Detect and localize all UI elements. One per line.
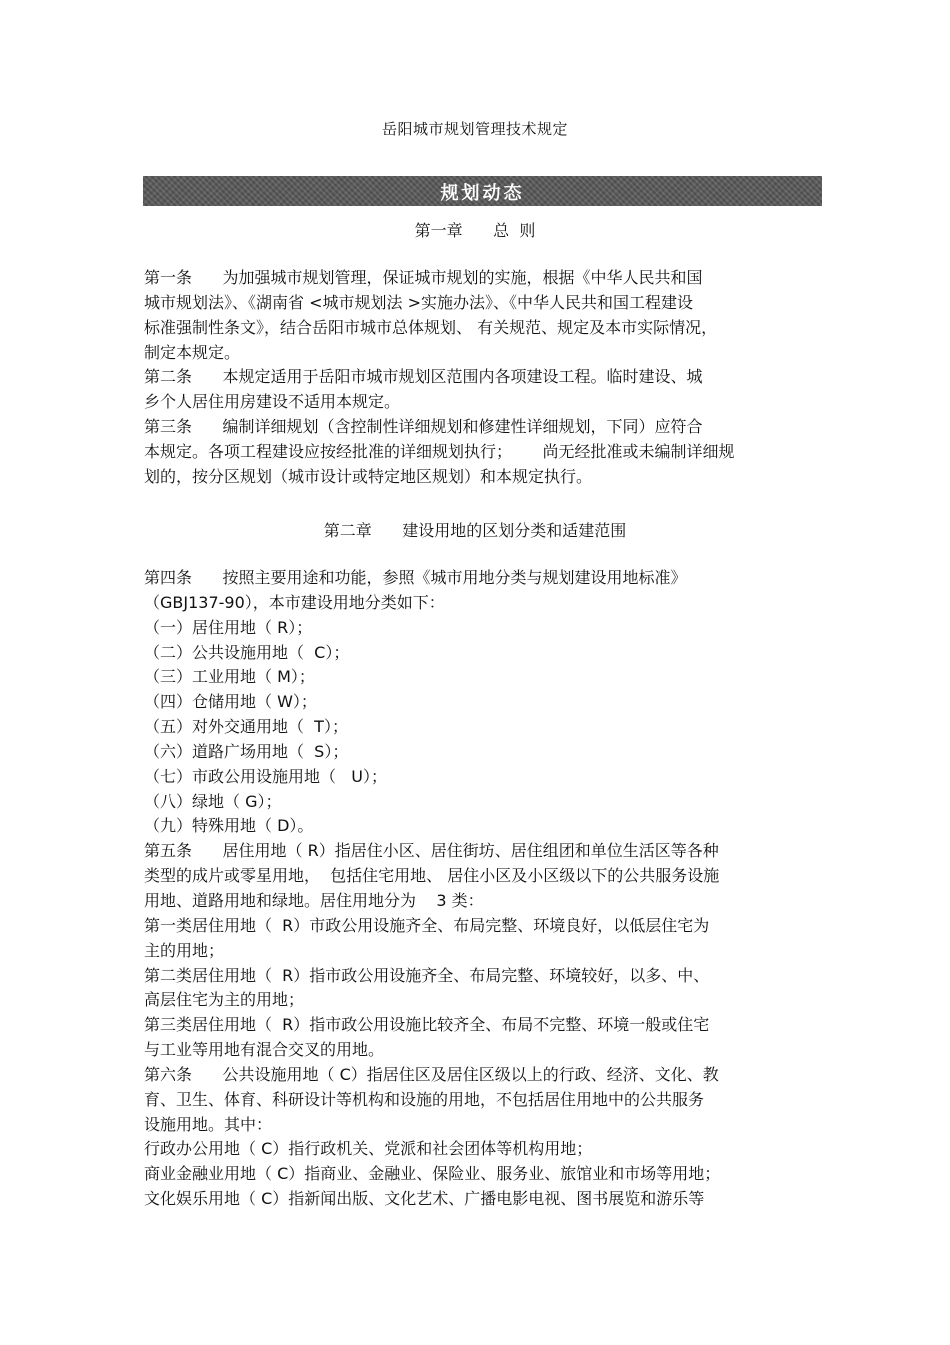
chapter-heading-2: 第二章 建设用地的区划分类和适建范围 — [323, 521, 627, 540]
text-line: （五）对外交通用地（ T）； — [144, 717, 348, 737]
text-line: （九）特殊用地（ D）。 — [144, 816, 314, 836]
text-line: 第二类居住用地（ R）指市政公用设施齐全、布局完整、环境较好，以多、中、 — [144, 965, 710, 985]
text-line: （一）居住用地（ R）； — [144, 617, 313, 637]
text-line: （GBJ137-90），本市建设用地分类如下： — [144, 592, 445, 612]
text-line: 行政办公用地（ C）指行政机关、党派和社会团体等机构用地； — [144, 1139, 593, 1159]
text-line: （二）公共设施用地（ C）； — [144, 642, 350, 662]
text-line: 类型的成片或零星用地， 包括住宅用地、 居住小区及小区级以下的公共服务设施 — [144, 866, 720, 886]
text-line: 主的用地； — [144, 940, 225, 960]
text-line: （四）仓储用地（ W）； — [144, 692, 317, 712]
text-line: 第二条 本规定适用于岳阳市城市规划区范围内各项建设工程。临时建设、城 — [144, 367, 703, 387]
text-line: 划的，按分区规划（城市设计或特定地区规划）和本规定执行。 — [144, 466, 593, 486]
banner — [143, 176, 822, 206]
text-line: 第三类居住用地（ R）指市政公用设施比较齐全、布局不完整、环境一般或住宅 — [144, 1015, 710, 1035]
text-line: （八）绿地（ G）； — [144, 791, 282, 811]
text-line: 第五条 居住用地（ R）指居住小区、居住街坊、居住组团和单位生活区等各种 — [144, 841, 719, 861]
text-line: 商业金融业用地（ C）指商业、金融业、保险业、服务业、旅馆业和市场等用地； — [144, 1164, 721, 1184]
text-line: 设施用地。其中： — [144, 1114, 273, 1134]
text-line: 乡个人居住用房建设不适用本规定。 — [144, 392, 401, 412]
text-line: 第六条 公共设施用地（ C）指居住区及居住区级以上的行政、经济、文化、教 — [144, 1064, 719, 1084]
text-line: 城市规划法》、《湖南省 <城市规划法 >实施办法》、《中华人民共和国工程建设 — [144, 292, 693, 312]
text-line: 第四条 按照主要用途和功能，参照《城市用地分类与规划建设用地标准》 — [144, 568, 687, 587]
text-line: （三）工业用地（ M）； — [144, 667, 315, 687]
text-line: 用地、道路用地和绿地。居住用地分为 3 类： — [144, 890, 484, 910]
text-line: 高层住宅为主的用地； — [144, 990, 305, 1010]
section-2 — [144, 566, 804, 1212]
text-line: （七）市政公用设施用地（ U）； — [144, 766, 387, 786]
chapter-heading-1: 第一章 总 则 — [414, 221, 536, 240]
banner-label: 规划动态 — [440, 183, 525, 204]
text-line: 与工业等用地有混合交叉的用地。 — [144, 1040, 385, 1060]
text-line: 第三条 编制详细规划（含控制性详细规划和修建性详细规划，下同）应符合 — [144, 417, 703, 437]
text-line: 第一类居住用地（ R）市政公用设施齐全、布局完整、环境良好，以低层住宅为 — [144, 915, 710, 935]
text-line: 制定本规定。 — [144, 342, 241, 362]
text-line: 本规定。各项工程建设应按经批准的详细规划执行； 尚无经批准或未编制详细规 — [144, 441, 735, 461]
text-line: 标准强制性条文》，结合岳阳市城市总体规划、 有关规范、规定及本市实际情况， — [144, 317, 718, 337]
text-line: （六）道路广场用地（ S）； — [144, 741, 349, 761]
document-title: 岳阳城市规划管理技术规定 — [381, 120, 568, 138]
section-1 — [144, 266, 804, 490]
text-line: 第一条 为加强城市规划管理，保证城市规划的实施，根据《中华人民共和国 — [144, 268, 703, 287]
text-line: 文化娱乐用地（ C）指新闻出版、文化艺术、广播电影电视、图书展览和游乐等 — [144, 1189, 705, 1209]
text-line: 育、卫生、体育、科研设计等机构和设施的用地，不包括居住用地中的公共服务 — [144, 1089, 705, 1109]
